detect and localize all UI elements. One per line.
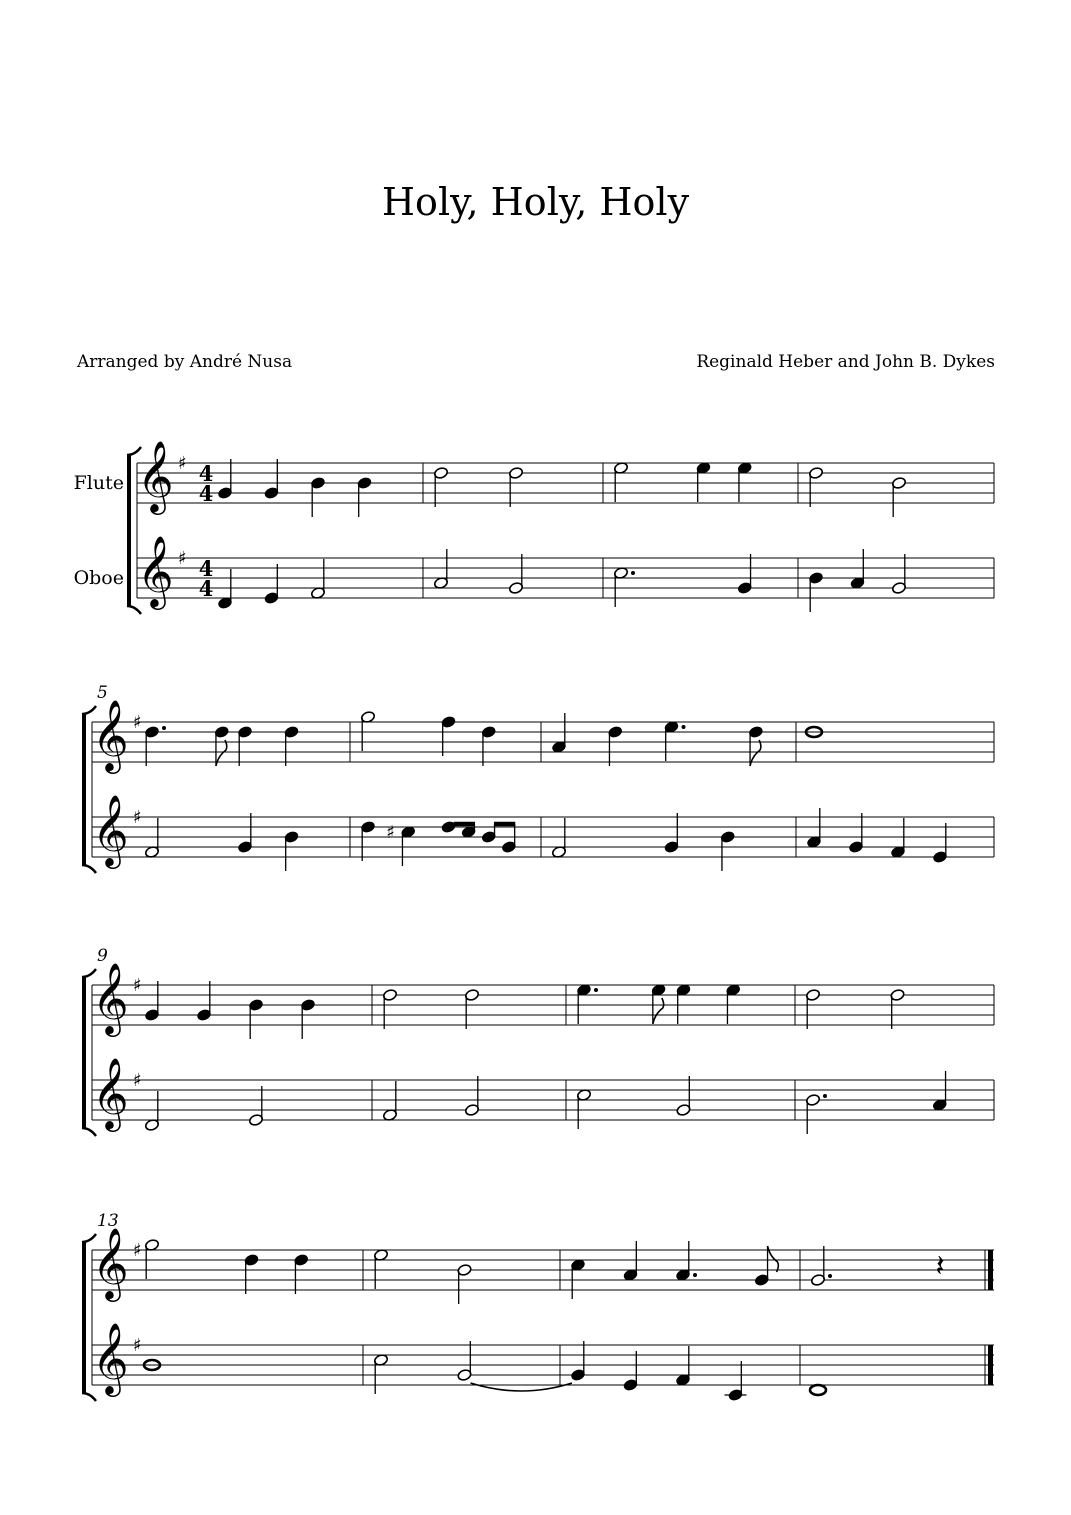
oboe-note (850, 549, 865, 590)
key-signature-sharp-icon: ♯ (133, 712, 142, 733)
flute-note (441, 715, 456, 756)
oboe-note (284, 830, 299, 871)
key-signature-sharp-icon: ♯ (133, 1335, 142, 1356)
whole-note-head (810, 1385, 826, 1395)
flute-note (508, 466, 523, 507)
flute-note (551, 713, 566, 754)
flute-note (300, 998, 315, 1039)
flute-note (382, 988, 397, 1029)
flute-note (284, 725, 299, 766)
flute-note (294, 1253, 309, 1294)
oboe-note (848, 813, 863, 854)
measure-number: 5 (97, 683, 108, 703)
oboe-note (664, 813, 679, 854)
oboe-note (508, 554, 523, 595)
oboe-note (932, 823, 947, 864)
time-signature-denominator: 4 (198, 481, 214, 506)
oboe-note (891, 554, 906, 595)
treble-clef-icon: 𝄞 (92, 961, 129, 1034)
dot (162, 726, 166, 730)
page-title: Holy, Holy, Holy (381, 180, 690, 224)
treble-clef-icon: 𝄞 (137, 534, 174, 607)
measure-number: 9 (97, 946, 108, 966)
measure-number: 13 (97, 1211, 119, 1231)
key-signature-sharp-icon: ♯ (133, 1240, 142, 1261)
treble-clef-icon: 𝄞 (137, 439, 174, 512)
oboe-note (613, 566, 635, 607)
time-signature-numerator: 4 (198, 461, 214, 486)
key-signature-sharp-icon: ♯ (133, 1070, 142, 1091)
oboe-note (675, 1346, 690, 1387)
flute-note (737, 461, 752, 502)
bracket-hook (82, 865, 96, 873)
flute-note (676, 983, 691, 1024)
oboe-note (144, 818, 159, 859)
flute-note (805, 988, 820, 1029)
flute-note (675, 1241, 697, 1282)
flute-note (237, 725, 252, 766)
key-signature-sharp-icon: ♯ (133, 807, 142, 828)
tie (471, 1383, 573, 1391)
treble-clef-icon: 𝄞 (92, 793, 129, 866)
oboe-note (551, 818, 566, 859)
oboe-note (373, 1353, 388, 1394)
flute-note (464, 988, 479, 1029)
key-signature-sharp-icon: ♯ (178, 548, 187, 569)
final-barline-thick (988, 1250, 993, 1290)
flute-note (623, 1241, 638, 1282)
oboe-note (890, 818, 905, 859)
final-barline-thick (988, 1345, 993, 1385)
bracket-hook (82, 1393, 96, 1401)
instrument-name-flute: Flute (73, 472, 124, 494)
flute-note (433, 466, 448, 507)
dot (823, 1094, 827, 1098)
treble-clef-icon: 𝄞 (92, 1321, 129, 1394)
flute-note (890, 988, 905, 1029)
flute-note (144, 1238, 159, 1279)
system-bracket (127, 455, 131, 606)
oboe-note (623, 1351, 638, 1392)
oboe-note (248, 1086, 263, 1127)
flute-note (196, 981, 211, 1022)
oboe-note (725, 1361, 747, 1402)
dot (828, 1274, 832, 1278)
oboe-note (810, 1385, 826, 1395)
quarter-rest-icon: 𝄽 (935, 1249, 945, 1284)
oboe-note (382, 1081, 397, 1122)
time-signature-denominator: 4 (198, 576, 214, 601)
flute-note (360, 710, 375, 751)
treble-clef-icon: 𝄞 (92, 1056, 129, 1129)
flute-note (808, 466, 823, 507)
oboe-note (570, 1341, 585, 1382)
oboe-note (808, 571, 823, 612)
system-bracket (82, 714, 86, 865)
oboe-note (310, 559, 325, 600)
oboe-note (360, 820, 375, 861)
flute-note (264, 459, 279, 500)
flute-note (217, 459, 232, 500)
key-signature-sharp-icon: ♯ (178, 453, 187, 474)
instrument-name-oboe: Oboe (73, 567, 124, 589)
bracket-hook (127, 606, 141, 614)
flute-note (310, 476, 325, 517)
flute-note (457, 1263, 472, 1304)
accidental-sharp-icon: ♯ (386, 822, 395, 843)
bracket-hook (82, 1128, 96, 1136)
flute-note (613, 461, 628, 502)
oboe-note (217, 569, 232, 610)
oboe-note (237, 813, 252, 854)
flute-note (726, 983, 741, 1024)
time-signature-numerator: 4 (198, 556, 214, 581)
eighth-flag (653, 998, 664, 1024)
treble-clef-icon: 𝄞 (92, 1226, 129, 1299)
dot (631, 571, 635, 575)
treble-clef-icon: 𝄞 (92, 698, 129, 771)
flute-note (373, 1248, 388, 1289)
arranger-credit: Arranged by André Nusa (77, 352, 293, 372)
flute-note (891, 476, 906, 517)
flute-note (481, 725, 496, 766)
flute-note (570, 1258, 585, 1299)
oboe-note (433, 549, 448, 590)
oboe-note (676, 1076, 691, 1117)
oboe-note (932, 1071, 947, 1112)
system-bracket (82, 977, 86, 1128)
oboe-note (464, 1076, 479, 1117)
oboe-note (576, 1088, 591, 1129)
flute-note (244, 1253, 259, 1294)
dot (594, 988, 598, 992)
oboe-note (720, 830, 735, 871)
oboe-note (264, 564, 279, 605)
composer-credit: Reginald Heber and John B. Dykes (696, 352, 995, 372)
flute-note (608, 725, 623, 766)
oboe-note (401, 825, 416, 866)
flute-note (144, 981, 159, 1022)
flute-note (248, 998, 263, 1039)
oboe-note (457, 1341, 472, 1382)
oboe-note (144, 1091, 159, 1132)
flute-note (696, 461, 711, 502)
flute-note (664, 720, 686, 761)
flute-note (651, 983, 666, 1024)
dot (693, 1273, 697, 1277)
oboe-note (806, 808, 821, 849)
dot (682, 725, 686, 729)
flute-note (357, 476, 372, 517)
key-signature-sharp-icon: ♯ (133, 975, 142, 996)
system-bracket (82, 1242, 86, 1393)
flute-note (214, 725, 229, 766)
oboe-note (737, 554, 752, 595)
flute-note (576, 983, 598, 1024)
flute-note (748, 725, 763, 766)
